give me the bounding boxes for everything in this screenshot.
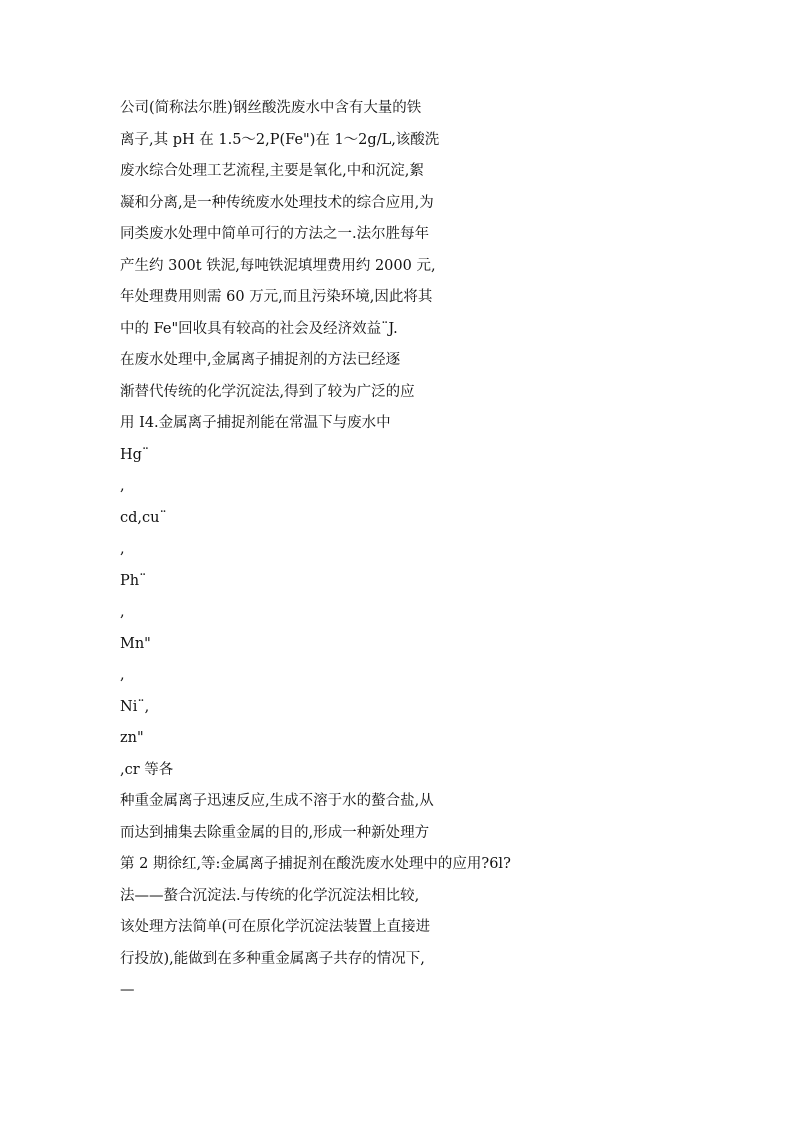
text-line: 离子,其 pH 在 1.5～2,P(Fe")在 1～2g/L,该酸洗	[120, 132, 440, 148]
text-line: 年处理费用则需 60 万元,而且污染环境,因此将其	[120, 289, 433, 305]
text-line: ,	[120, 667, 125, 683]
text-line: zn"	[120, 730, 144, 746]
text-line: 而达到捕集去除重金属的目的,形成一种新处理方	[120, 825, 430, 841]
text-line: —	[120, 982, 135, 998]
text-line: 同类废水处理中简单可行的方法之一.法尔胜每年	[120, 226, 430, 242]
text-line: 中的 Fe"回收具有较高的社会及经济效益¨J.	[120, 321, 398, 337]
text-line: ,cr 等各	[120, 762, 174, 778]
text-line: Ni¨,	[120, 699, 150, 715]
text-line: 该处理方法简单(可在原化学沉淀法装置上直接进	[120, 919, 431, 935]
text-line: ,	[120, 541, 125, 557]
text-line: 种重金属离子迅速反应,生成不溶于水的螯合盐,从	[120, 793, 434, 809]
text-line: Mn"	[120, 636, 151, 652]
text-line: 凝和分离,是一种传统废水处理技术的综合应用,为	[120, 195, 434, 211]
running-header: 第 2 期徐红,等:金属离子捕捉剂在酸洗废水处理中的应用?6l?	[120, 856, 511, 872]
text-line: 废水综合处理工艺流程,主要是氧化,中和沉淀,絮	[120, 163, 424, 179]
text-line: ,	[120, 478, 125, 494]
text-line: Ph¨	[120, 573, 147, 589]
text-line: 在废水处理中,金属离子捕捉剂的方法已经逐	[120, 352, 401, 368]
text-line: 产生约 300t 铁泥,每吨铁泥填埋费用约 2000 元,	[120, 258, 436, 274]
text-line: 行投放),能做到在多种重金属离子共存的情况下,	[120, 951, 425, 967]
text-line: 法——螯合沉淀法.与传统的化学沉淀法相比较,	[120, 888, 420, 904]
text-line: 渐替代传统的化学沉淀法,得到了较为广泛的应	[120, 384, 415, 400]
text-line: Hg¨	[120, 447, 150, 463]
text-line: 公司(简称法尔胜)钢丝酸洗废水中含有大量的铁	[120, 100, 422, 116]
text-line: ,	[120, 604, 125, 620]
text-line: 用 I4.金属离子捕捉剂能在常温下与废水中	[120, 415, 391, 431]
text-line: cd,cu¨	[120, 510, 167, 526]
